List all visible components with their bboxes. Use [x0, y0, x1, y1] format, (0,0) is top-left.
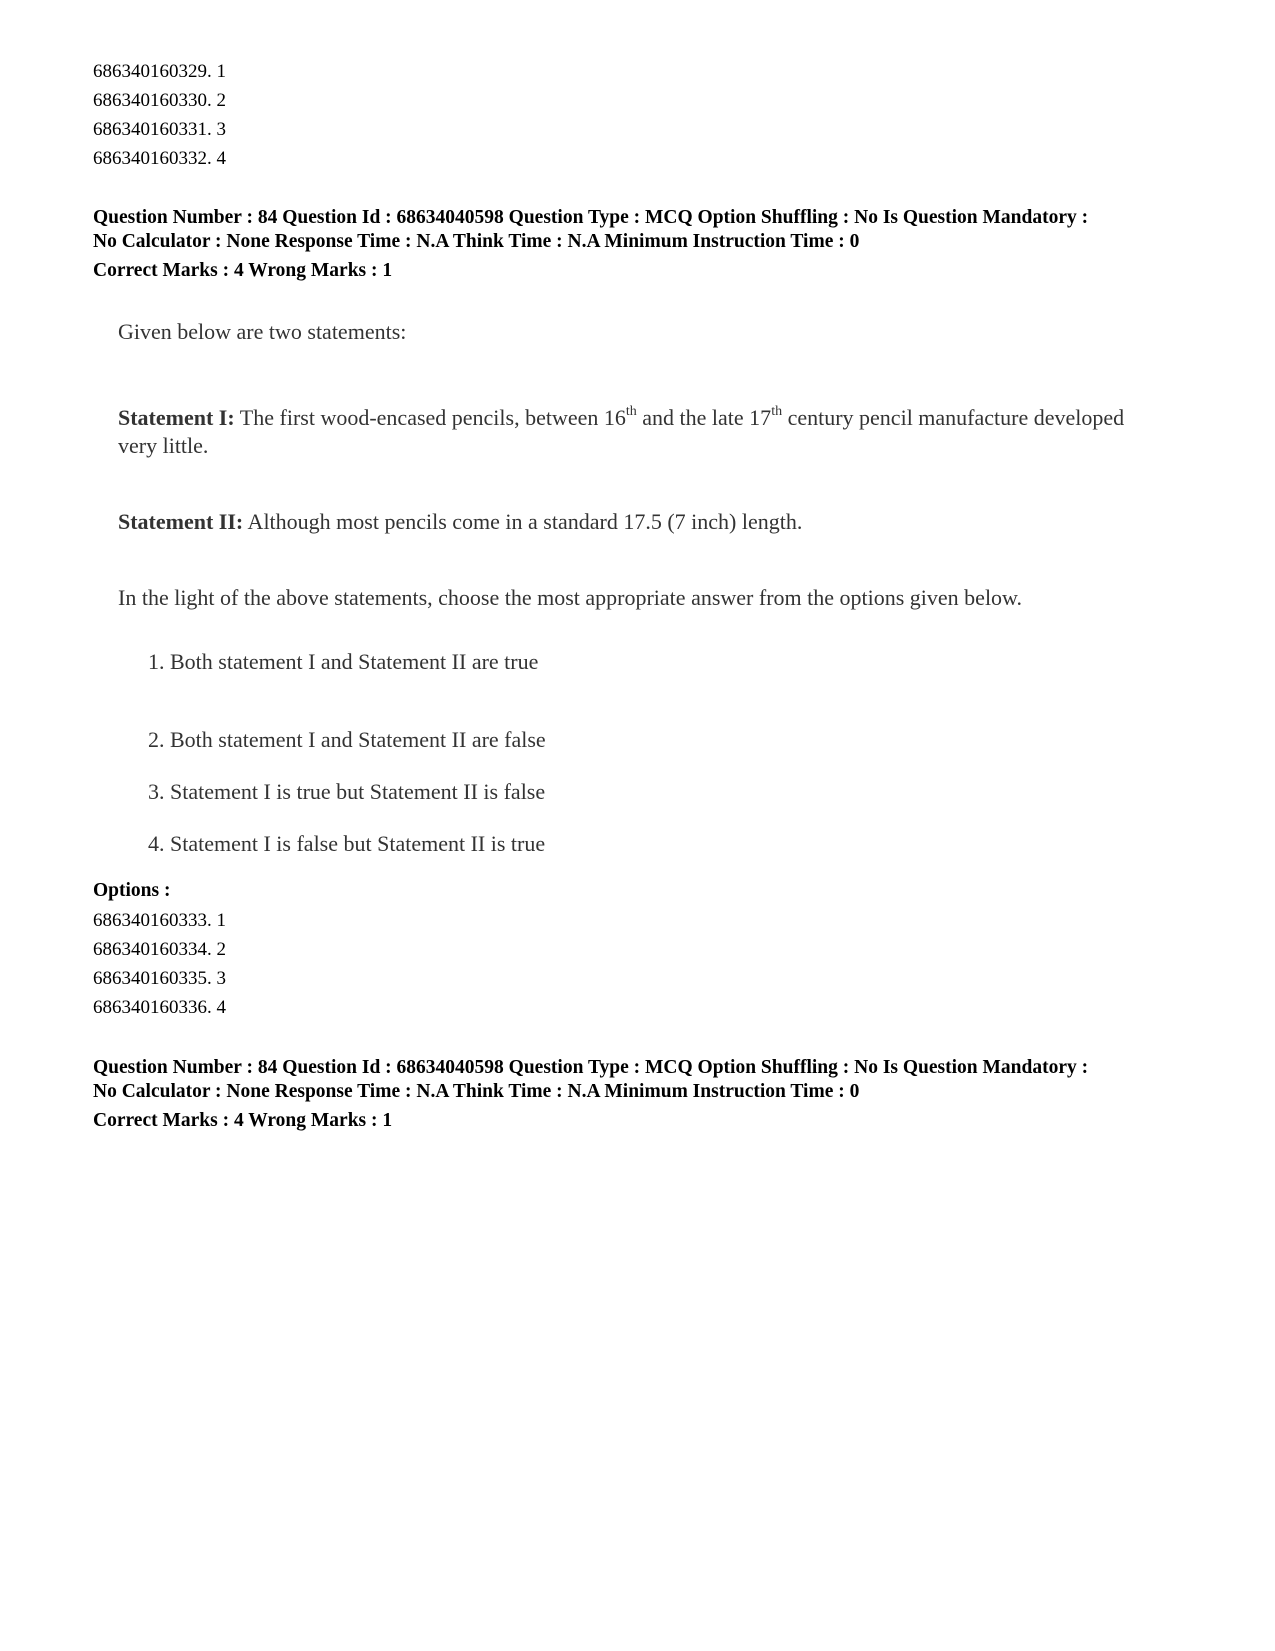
answer-choice: 3. Statement I is true but Statement II is false — [148, 779, 546, 804]
option-id-line: 686340160335. 3 — [93, 968, 226, 989]
question-marks: Correct Marks : 4 Wrong Marks : 1 — [93, 260, 393, 281]
statement-two-label: Statement II: — [118, 509, 244, 534]
option-id-line: 686340160336. 4 — [93, 997, 226, 1018]
question-meta-line: Question Number : 84 Question Id : 68634040598 Question Type : MCQ Option Shuffling : No Is Question Mandatory : — [93, 207, 1089, 228]
option-id-line: 686340160334. 2 — [93, 939, 226, 960]
question-meta-line: Question Number : 84 Question Id : 68634040598 Question Type : MCQ Option Shuffling : No Is Question Mandatory : — [93, 1057, 1089, 1078]
statement-one-text: The first wood-encased pencils, between 16 — [234, 405, 626, 430]
statement-one-text: and the late 17 — [636, 405, 772, 430]
option-id-line: 686340160329. 1 — [93, 61, 226, 82]
question-meta-line: No Calculator : None Response Time : N.A Think Time : N.A Minimum Instruction Time : 0 — [93, 231, 860, 252]
option-id-line: 686340160332. 4 — [93, 148, 226, 169]
superscript: th — [771, 404, 783, 419]
options-list — [93, 906, 226, 1022]
option-id-line: 686340160333. 1 — [93, 910, 226, 931]
superscript: th — [625, 404, 637, 419]
question-header — [93, 206, 1203, 283]
statement-one-text: century pencil manufacture developed very little. — [118, 405, 1125, 458]
question-instruction: In the light of the above statements, choose the most appropriate answer from the options given below. — [118, 585, 1023, 610]
options-heading: Options : — [93, 880, 171, 901]
question-meta-line: No Calculator : None Response Time : N.A Think Time : N.A Minimum Instruction Time : 0 — [93, 1081, 860, 1102]
option-id-line: 686340160330. 2 — [93, 90, 226, 111]
statement-two — [118, 508, 802, 536]
statement-one-label: Statement I: — [118, 405, 235, 430]
question-header — [93, 1056, 1203, 1133]
statement-one — [118, 404, 1138, 460]
previous-options-list — [93, 57, 226, 173]
question-marks: Correct Marks : 4 Wrong Marks : 1 — [93, 1110, 393, 1131]
answer-choice: 2. Both statement I and Statement II are false — [148, 727, 546, 752]
answer-choice: 4. Statement I is false but Statement II is true — [148, 831, 546, 856]
option-id-line: 686340160331. 3 — [93, 119, 226, 140]
answer-choice: 1. Both statement I and Statement II are true — [148, 649, 539, 674]
question-intro: Given below are two statements: — [118, 319, 407, 344]
statement-two-text: Although most pencils come in a standard 17.5 (7 inch) length. — [243, 509, 803, 534]
